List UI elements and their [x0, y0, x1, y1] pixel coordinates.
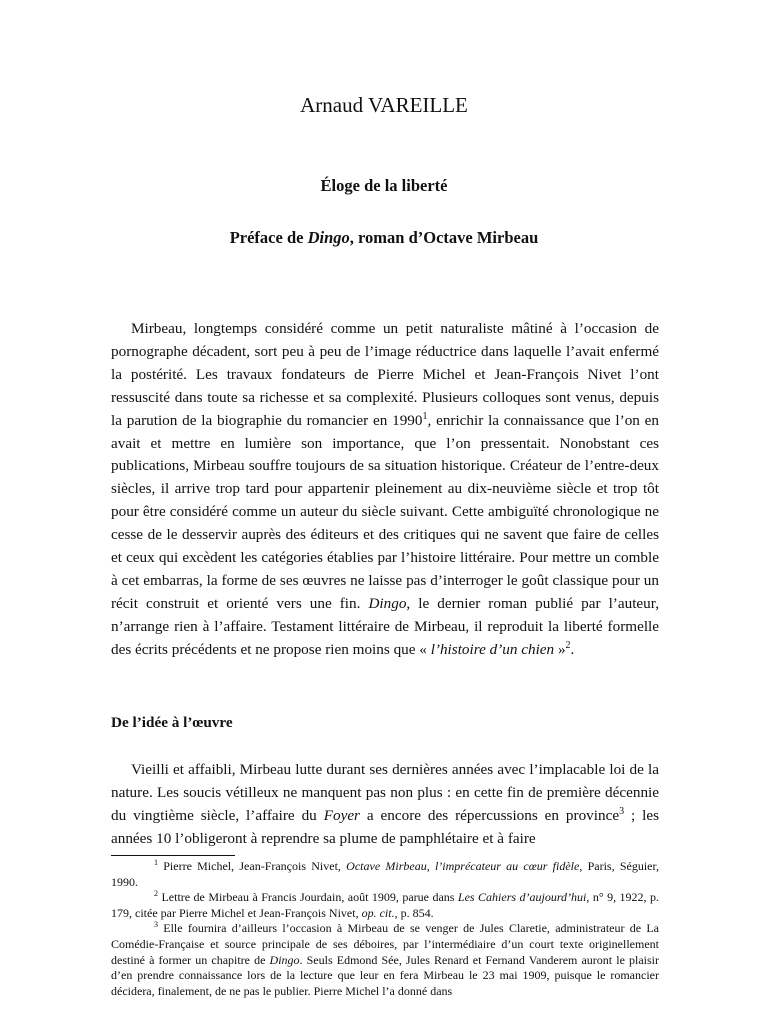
footnote-2-text-1: Lettre de Mirbeau à Francis Jourdain, août 1909, parue dans — [158, 890, 458, 905]
para1-text-2: , enrichir la connaissance que l’on en avait et mettre en lumière son importance, que l’on pressentait. Nonobstant ces publications, Mirbeau souffre toujours de sa situation historique. Créateur de l’entre-deux siècles, il arrive trop tard pour appartenir pleinement au dix-neuvième siècle et trop tôt pour être considéré comme un auteur du siècle suivant. Cette ambiguïté chronologique ne cesse de le desservir auprès des éditeurs et des critiques qui ne savent que faire de celles et ceux qui excèdent les catégories établies par l’histoire littéraire. Pour mettre un comble à cet embarras, la forme de ses œuvres ne laisse pas d’interroger le goût classique pour un récit construit et orienté vers une fin. — [111, 411, 659, 612]
footnote-2-italic-1: Les Cahiers d’aujourd’hui — [457, 890, 587, 905]
footnote-1-text-1: Pierre Michel, Jean-François Nivet, — [158, 859, 347, 873]
intro-paragraph — [111, 318, 659, 662]
para2-text-1: Vieilli et affaibli, Mirbeau lutte durant ses dernières années avec l’implacable loi de la nature. Les soucis vétilleux ne manquent pas non plus : en cette fin de première décennie du vingtième siècle, l’affaire du — [111, 761, 659, 824]
para2-italic-1: Foyer — [323, 806, 360, 824]
section-heading: De l’idée à l’œuvre — [111, 714, 233, 731]
document-subtitle — [0, 228, 768, 248]
footnote-ref-3[interactable]: 3 — [619, 805, 625, 817]
subtitle-italic: Dingo — [307, 228, 350, 247]
footnotes — [111, 859, 659, 999]
para1-italic-1: Dingo — [368, 594, 407, 612]
footnote-1 — [111, 859, 659, 890]
para1-text-3: , le dernier roman publié par l’auteur, n’arrange rien à l’affaire. Testament littéraire de Mirbeau, il reproduit la liberté formelle des écrits précédents et ne propose rien moins que « — [111, 594, 660, 658]
para2-text-3: ; les années 10 l’obligeront à reprendre sa plume de pamphlétaire et à faire — [111, 806, 660, 847]
para2-text-2: a encore des répercussions en province — [359, 806, 620, 824]
footnote-3-text-2: . Seuls Edmond Sée, Jules Renard et Fernand Vanderem auront le plaisir d’en prendre connaissance lors de la lecture que leur en fera Mirbeau le 23 mai 1909, puisque le romancier décidera, finalement, de ne pas le publier. Pierre Michel l’a donné dans — [111, 952, 659, 998]
para1-text-4: » — [554, 640, 566, 658]
section-paragraph — [111, 759, 659, 851]
footnote-2-text-3: , p. 854. — [394, 905, 434, 920]
footnote-3-text-1: Elle fournira d’ailleurs l’occasion à Mirbeau de se venger de Jules Claretie, administrateur de La Comédie-Française et source principale de ses déboires, par l’intermédiaire d’un court texte originellement destiné à former un chapitre de — [111, 921, 659, 967]
footnote-2-italic-2: op. cit. — [361, 905, 395, 920]
footnote-separator — [111, 855, 235, 856]
para1-text-5: . — [570, 640, 575, 658]
footnote-2-text-2: , n° 9, 1922, p. 179, citée par Pierre Michel et Jean-François Nivet, — [111, 890, 659, 920]
para1-text-1: Mirbeau, longtemps considéré comme un petit naturaliste mâtiné à l’occasion de pornographe décadent, sort peu à peu de l’image réductrice dans laquelle l’avait enfermé la postérité. Les travaux fondateurs de Pierre Michel et Jean-François Nivet l’ont ressuscité dans toute sa richesse et sa complexité. Plusieurs colloques sont venus, depuis la parution de la biographie du romancier en 1990 — [111, 320, 659, 429]
footnote-1-number: 1 — [154, 858, 158, 867]
document-title: Éloge de la liberté — [320, 176, 448, 195]
footnote-ref-2[interactable]: 2 — [565, 639, 571, 651]
footnote-2 — [111, 890, 659, 921]
footnote-3-italic: Dingo — [269, 952, 300, 967]
para1-italic-2: l’histoire d’un chien — [430, 640, 555, 658]
footnote-1-text-2: , Paris, Séguier, 1990. — [111, 859, 659, 889]
subtitle-suffix: , roman d’Octave Mirbeau — [349, 228, 539, 247]
footnote-3 — [111, 921, 659, 999]
subtitle-prefix: Préface de — [229, 228, 308, 247]
author-name: Arnaud VAREILLE — [300, 93, 468, 117]
footnote-2-number: 2 — [154, 889, 158, 899]
footnote-3-number: 3 — [154, 920, 158, 930]
footnote-1-italic: Octave Mirbeau, l’imprécateur au cœur fidèle — [346, 859, 580, 873]
footnote-ref-1[interactable]: 1 — [422, 410, 428, 422]
